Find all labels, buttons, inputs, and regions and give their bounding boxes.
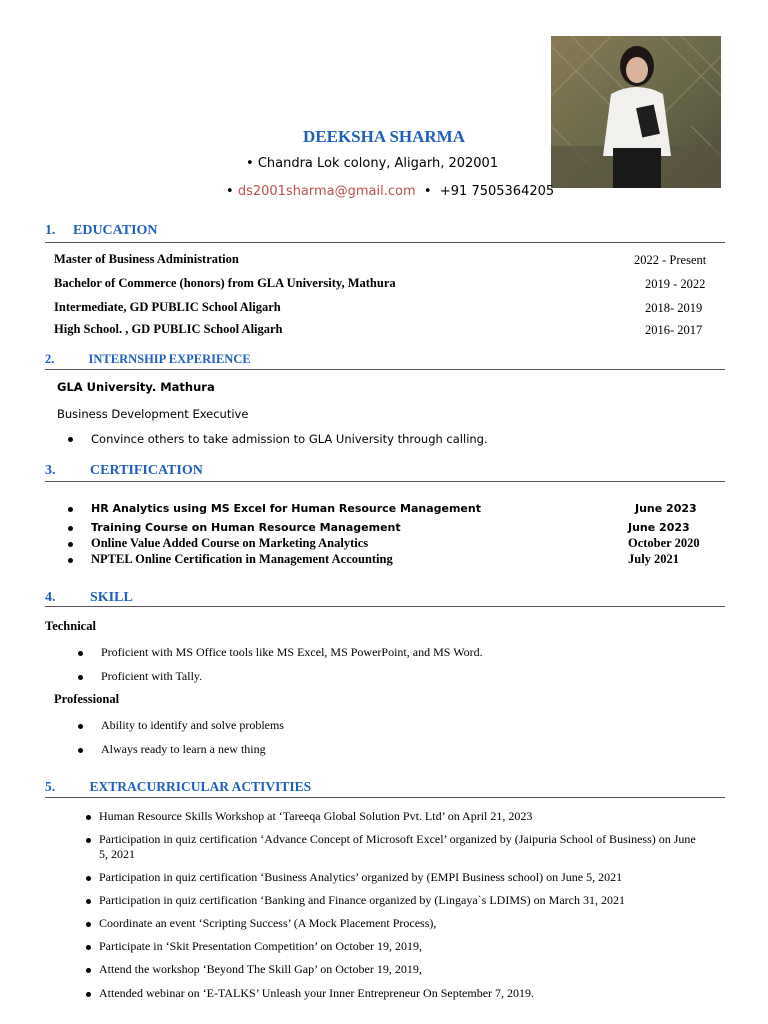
certification-date: June 2023: [635, 502, 697, 515]
section-number: 1.: [45, 223, 56, 238]
bullet-icon: [86, 945, 91, 950]
bullet-icon: [86, 899, 91, 904]
activity-item: [86, 809, 532, 824]
certification-name: HR Analytics using MS Excel for Human Resource Management: [91, 502, 481, 515]
bullet-icon: •: [246, 156, 254, 171]
bullet-icon: [68, 558, 73, 563]
section-number: 4.: [45, 590, 56, 605]
section-divider: [45, 481, 725, 482]
certification-item: [68, 502, 481, 515]
skill-professional-label: Professional: [54, 692, 120, 706]
section-skill-heading: [45, 590, 133, 606]
skill-text: Always ready to learn a new thing: [101, 742, 266, 756]
bullet-icon: [68, 526, 73, 531]
section-internship-heading: [45, 352, 251, 367]
section-number: 5.: [45, 779, 56, 794]
activity-item: [86, 870, 622, 885]
bullet-icon: [86, 815, 91, 820]
bullet-icon: [68, 542, 73, 547]
activity-item: [86, 986, 534, 1001]
education-year: 2022 - Present: [634, 253, 707, 267]
skill-item: [78, 669, 202, 684]
phone: +91 7505364205: [439, 184, 555, 199]
certification-name: NPTEL Online Certification in Management Accounting: [91, 552, 393, 566]
bullet-icon: •: [226, 184, 234, 199]
bullet-icon: [68, 437, 73, 442]
candidate-name: DEEKSHA SHARMA: [303, 127, 465, 146]
certification-date: July 2021: [628, 552, 680, 566]
certification-date: June 2023: [628, 521, 690, 534]
activity-text: Attend the workshop ‘Beyond The Skill Gap’ on October 19, 2019,: [99, 962, 422, 976]
skill-item: [78, 742, 266, 757]
internship-org: GLA University. Mathura: [57, 380, 215, 394]
activity-item: [86, 962, 422, 977]
contact-line: [226, 184, 554, 199]
section-number: 3.: [45, 463, 56, 478]
activity-text: Participation in quiz certification ‘Business Analytics’ organized by (EMPI Business school) on June 5, 2021: [99, 870, 623, 884]
bullet-icon: [86, 992, 91, 997]
education-degree: Intermediate, GD PUBLIC School Aligarh: [54, 300, 281, 314]
internship-bullet: [68, 432, 488, 446]
section-title: CERTIFICATION: [90, 463, 203, 478]
section-certification-heading: [45, 463, 203, 479]
activity-item: [86, 893, 625, 908]
section-education-heading: [45, 223, 158, 239]
education-year: 2016- 2017: [645, 323, 703, 337]
bullet-icon: [86, 876, 91, 881]
skill-text: Proficient with MS Office tools like MS Excel, MS PowerPoint, and MS Word.: [101, 645, 483, 659]
address-line: [246, 156, 498, 171]
activity-text: Attended webinar on ‘E-TALKS’ Unleash your Inner Entrepreneur On September 7, 2019.: [99, 986, 535, 1000]
skill-text: Ability to identify and solve problems: [101, 718, 284, 732]
bullet-icon: [78, 748, 83, 753]
section-title: EXTRACURRICULAR ACTIVITIES: [89, 779, 312, 794]
address: Chandra Lok colony, Aligarh, 202001: [257, 156, 499, 171]
education-degree: Master of Business Administration: [54, 252, 239, 266]
certification-item: [68, 536, 368, 551]
skill-technical-label: Technical: [45, 619, 96, 633]
section-title: EDUCATION: [73, 223, 158, 238]
education-degree: Bachelor of Commerce (honors) from GLA University, Mathura: [54, 276, 396, 290]
profile-photo: [551, 36, 721, 188]
bullet-icon: •: [419, 184, 436, 199]
bullet-icon: [86, 922, 91, 927]
activity-item: [86, 939, 422, 954]
activity-text: Human Resource Skills Workshop at ‘Tareeqa Global Solution Pvt. Ltd’ on April 21, 2023: [99, 809, 533, 823]
section-divider: [45, 369, 725, 370]
bullet-icon: [78, 651, 83, 656]
bullet-text: Convince others to take admission to GLA University through calling.: [91, 432, 488, 446]
activity-item: [86, 916, 436, 931]
internship-role: Business Development Executive: [57, 407, 249, 421]
activity-continuation: 5, 2021: [99, 847, 135, 861]
section-number: 2.: [45, 352, 55, 366]
certification-date: October 2020: [628, 536, 700, 550]
activity-text: Participation in quiz certification ‘Advance Concept of Microsoft Excel’ organized by (Jaipuria School of Business) on June: [99, 832, 696, 846]
education-degree: High School. , GD PUBLIC School Aligarh: [54, 322, 283, 336]
education-year: 2019 - 2022: [645, 277, 706, 291]
section-title: INTERNSHIP EXPERIENCE: [88, 352, 251, 366]
certification-item: [68, 521, 401, 534]
bullet-icon: [78, 724, 83, 729]
skill-item: [78, 645, 483, 660]
certification-item: [68, 552, 393, 567]
skill-text: Proficient with Tally.: [101, 669, 203, 683]
section-divider: [45, 606, 725, 607]
certification-name: Online Value Added Course on Marketing Analytics: [91, 536, 369, 550]
bullet-icon: [86, 838, 91, 843]
education-year: 2018- 2019: [645, 301, 703, 315]
section-divider: [45, 242, 725, 243]
activity-text: Coordinate an event ‘Scripting Success’ (A Mock Placement Process),: [99, 916, 437, 930]
email-link[interactable]: ds2001sharma@gmail.com: [237, 184, 416, 199]
activity-item: [86, 832, 696, 847]
certification-name: Training Course on Human Resource Management: [91, 521, 401, 534]
bullet-icon: [68, 507, 73, 512]
section-divider: [45, 797, 725, 798]
skill-item: [78, 718, 284, 733]
activity-text: Participate in ‘Skit Presentation Competition’ on October 19, 2019,: [99, 939, 423, 953]
section-title: SKILL: [90, 590, 133, 605]
activity-text: Participation in quiz certification ‘Banking and Finance organized by (Lingaya`s LDIMS) on March 31, 2021: [99, 893, 625, 907]
section-extracurricular-heading: [45, 779, 311, 795]
bullet-icon: [86, 968, 91, 973]
bullet-icon: [78, 675, 83, 680]
